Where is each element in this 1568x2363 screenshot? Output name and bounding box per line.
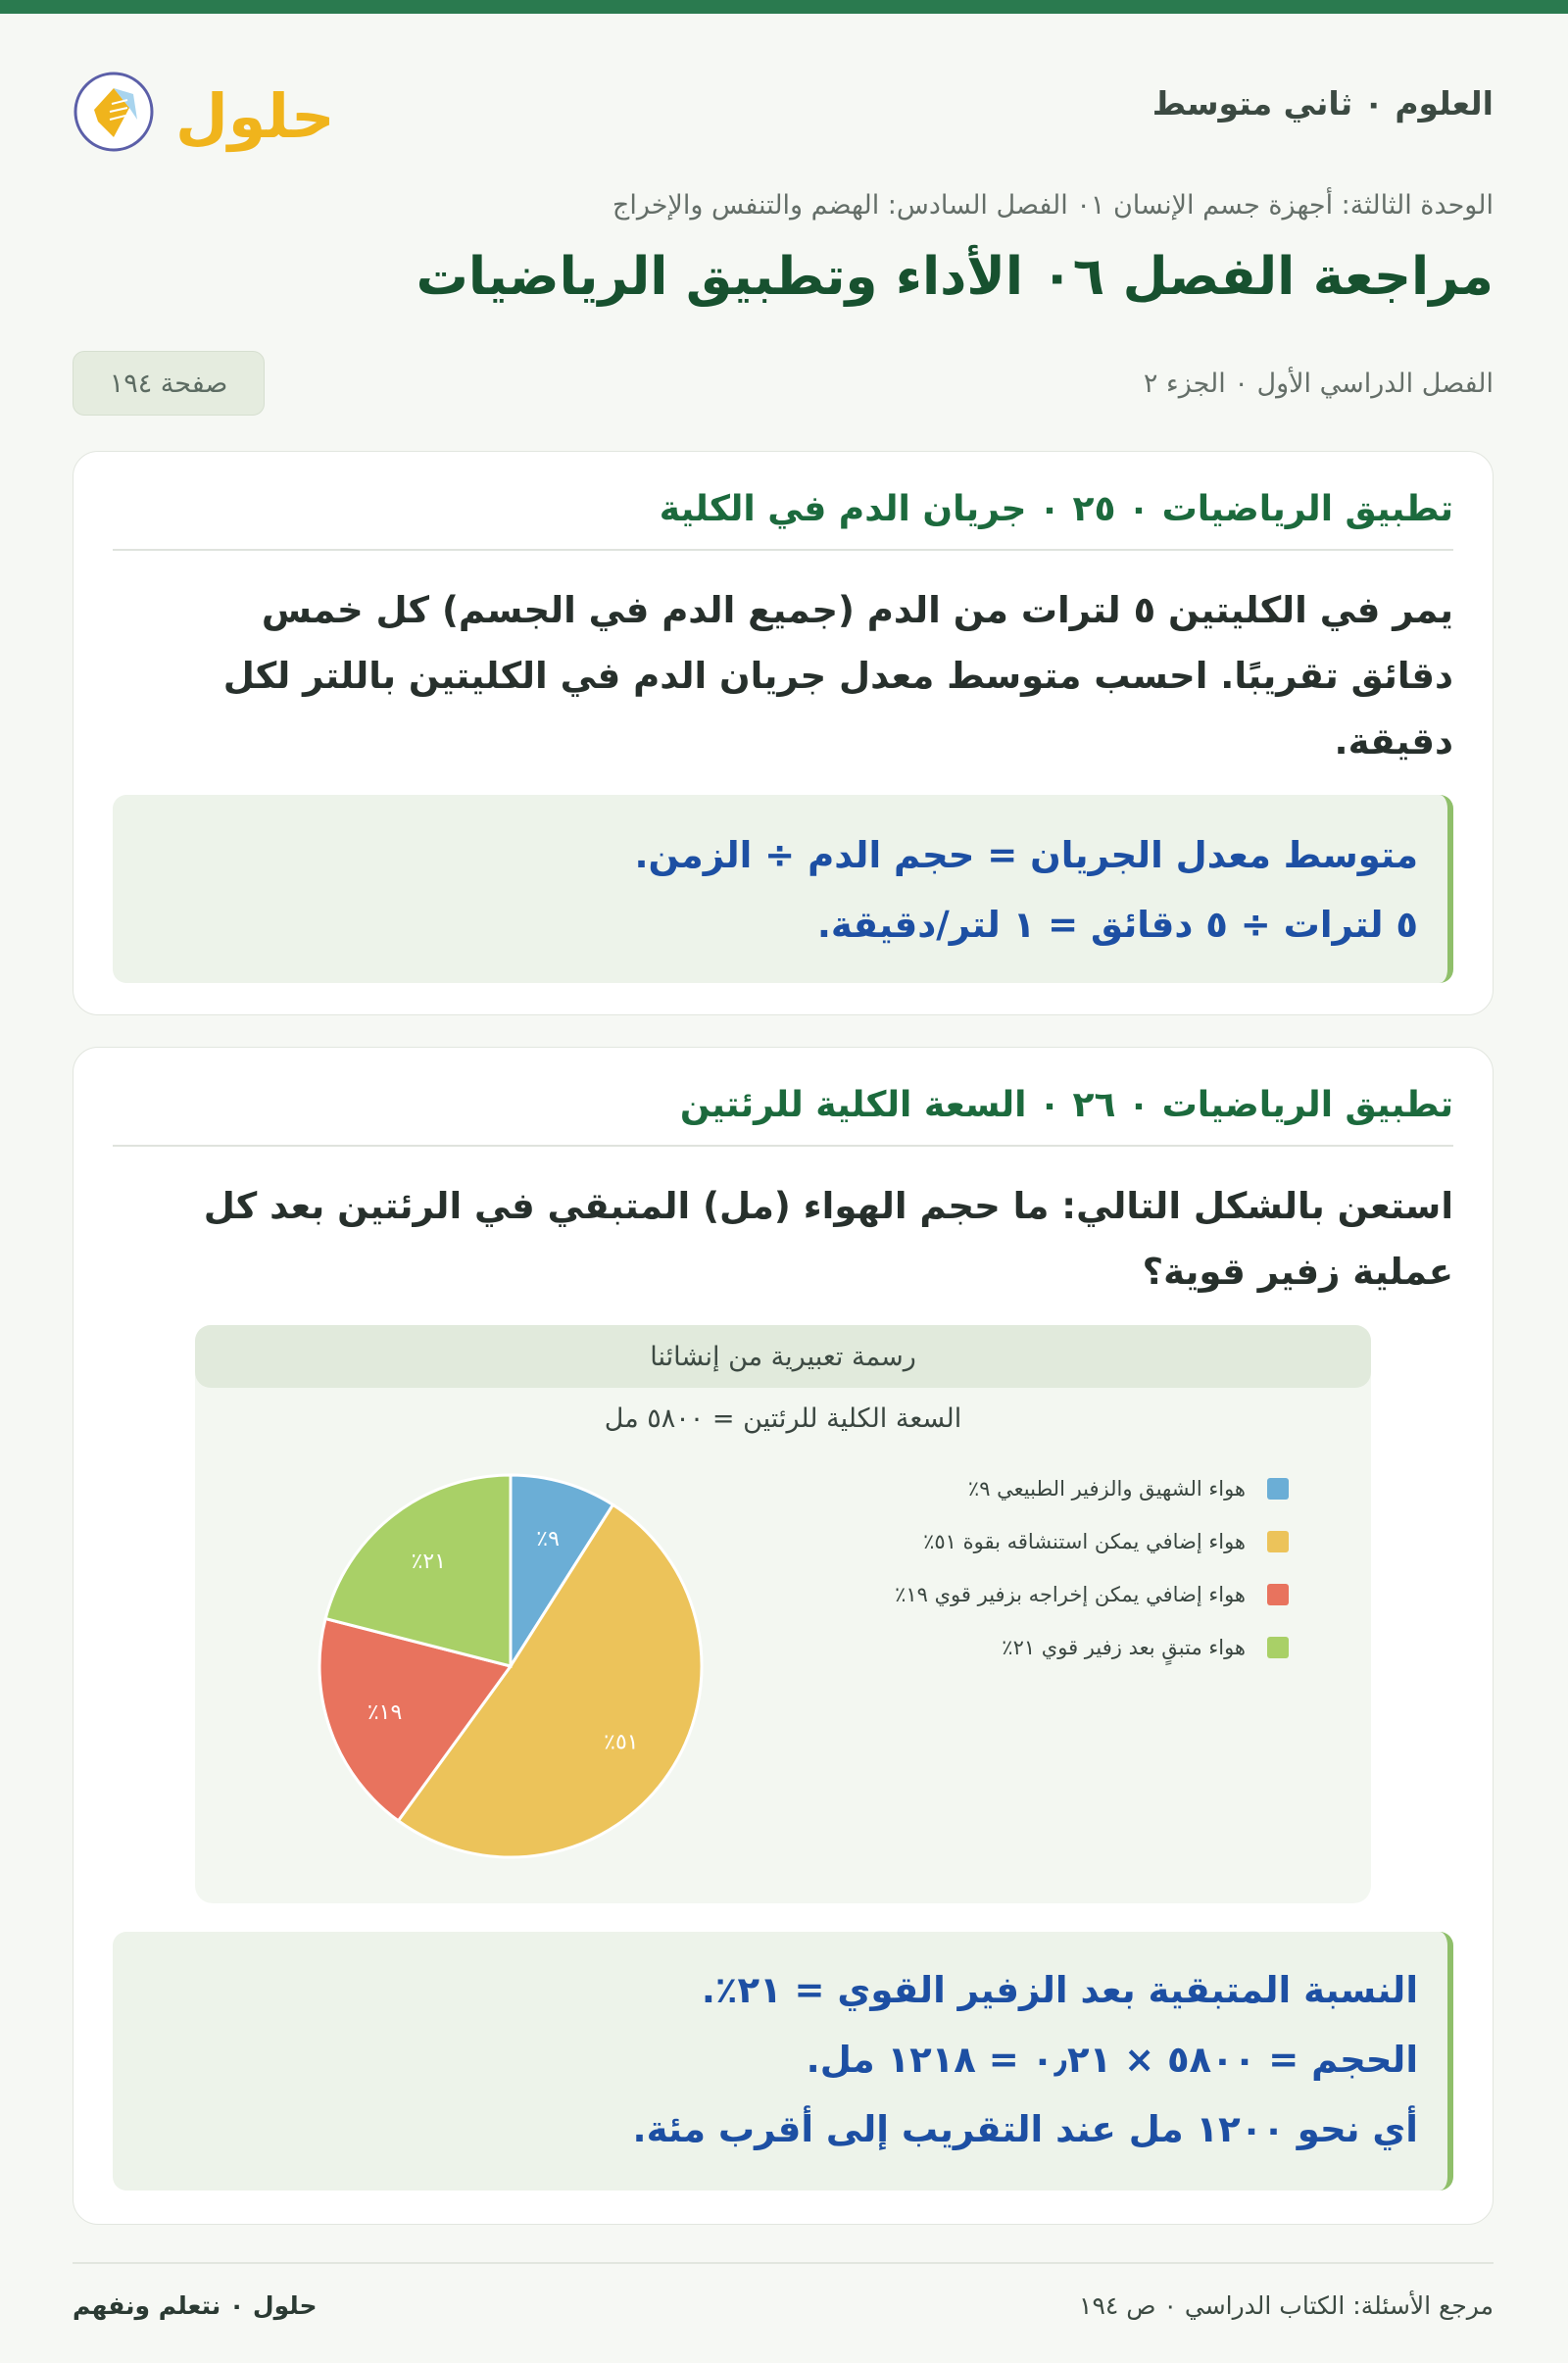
footer-reference: مرجع الأسئلة: الكتاب الدراسي ٠ ص ١٩٤ xyxy=(1079,2291,1494,2320)
page-number-label: صفحة ١٩٤ xyxy=(109,368,228,399)
question-card-26 xyxy=(73,1047,1494,2225)
legend-label: هواء إضافي يمكن إخراجه بزفير قوي ١٩٪ xyxy=(895,1583,1246,1606)
site-logo[interactable] xyxy=(73,61,337,159)
question-line: دقائق تقريبًا. احسب متوسط معدل جريان الدم في الكليتين باللتر لكل xyxy=(222,655,1453,697)
answer-line: الحجم = ٥٨٠٠ × ٠٫٢١ = ١٢١٨ مل. xyxy=(806,2039,1418,2081)
question-line: عملية زفير قوية؟ xyxy=(1142,1251,1453,1293)
answer-line: ٥ لترات ÷ ٥ دقائق = ١ لتر/دقيقة. xyxy=(816,904,1418,946)
answer-box xyxy=(113,1932,1453,2191)
card-divider xyxy=(113,1145,1453,1147)
legend-item xyxy=(895,1515,1289,1568)
answer-line: النسبة المتبقية بعد الزفير القوي = ٢١٪. xyxy=(701,1969,1418,2011)
legend-item xyxy=(895,1621,1289,1674)
legend-swatch xyxy=(1267,1637,1289,1658)
answer-line: متوسط معدل الجريان = حجم الدم ÷ الزمن. xyxy=(634,834,1418,876)
legend-label: هواء إضافي يمكن استنشاقه بقوة ٥١٪ xyxy=(923,1530,1246,1553)
question-line: دقيقة. xyxy=(1334,720,1453,763)
slice-label: ٥١٪ xyxy=(604,1730,639,1755)
legend-swatch xyxy=(1267,1478,1289,1500)
logo-icon xyxy=(73,61,337,159)
answer-line: أي نحو ١٢٠٠ مل عند التقريب إلى أقرب مئة. xyxy=(632,2108,1418,2150)
slice-label: ٢١٪ xyxy=(411,1550,447,1575)
question-text xyxy=(130,1173,1453,1305)
card-divider xyxy=(113,549,1453,551)
answer-box xyxy=(113,795,1453,983)
slice-label: ١٩٪ xyxy=(367,1700,403,1726)
card-title: تطبيق الرياضيات ٠ ٢٦ ٠ السعة الكلية للرئتين xyxy=(679,1085,1453,1125)
page-title: مراجعة الفصل ٠٦ الأداء وتطبيق الرياضيات xyxy=(416,247,1494,307)
question-line: يمر في الكليتين ٥ لترات من الدم (جميع الدم في الجسم) كل خمس xyxy=(261,589,1453,631)
page-number-badge xyxy=(73,351,265,416)
footer-divider xyxy=(73,2262,1494,2264)
chart-title: السعة الكلية للرئتين = ٥٨٠٠ مل xyxy=(604,1403,962,1434)
logo-text: حلول xyxy=(175,80,335,152)
chart-banner: رسمة تعبيرية من إنشائنا xyxy=(195,1325,1371,1388)
slice-label: ٩٪ xyxy=(536,1526,560,1551)
legend-swatch xyxy=(1267,1531,1289,1552)
question-line: استعن بالشكل التالي: ما حجم الهواء (مل) المتبقي في الرئتين بعد كل xyxy=(203,1185,1453,1227)
legend-item xyxy=(895,1462,1289,1515)
chart-legend xyxy=(895,1462,1289,1674)
question-text xyxy=(130,577,1453,774)
question-card-25 xyxy=(73,451,1494,1015)
footer-brand: حلول ٠ نتعلم ونفهم xyxy=(73,2291,318,2320)
lung-capacity-chart xyxy=(195,1325,1371,1903)
unit-breadcrumb: الوحدة الثالثة: أجهزة جسم الإنسان ٠١ الفصل السادس: الهضم والتنفس والإخراج xyxy=(612,190,1494,221)
legend-swatch xyxy=(1267,1584,1289,1605)
term-info: الفصل الدراسي الأول ٠ الجزء ٢ xyxy=(1143,369,1494,399)
legend-label: هواء الشهيق والزفير الطبيعي ٩٪ xyxy=(967,1477,1246,1501)
card-title: تطبيق الرياضيات ٠ ٢٥ ٠ جريان الدم في الكلية xyxy=(659,489,1453,529)
pie-chart xyxy=(315,1470,707,1862)
subject-grade: العلوم ٠ ثاني متوسط xyxy=(1152,84,1494,123)
legend-item xyxy=(895,1568,1289,1621)
legend-label: هواء متبقٍ بعد زفير قوي ٢١٪ xyxy=(1002,1636,1246,1659)
